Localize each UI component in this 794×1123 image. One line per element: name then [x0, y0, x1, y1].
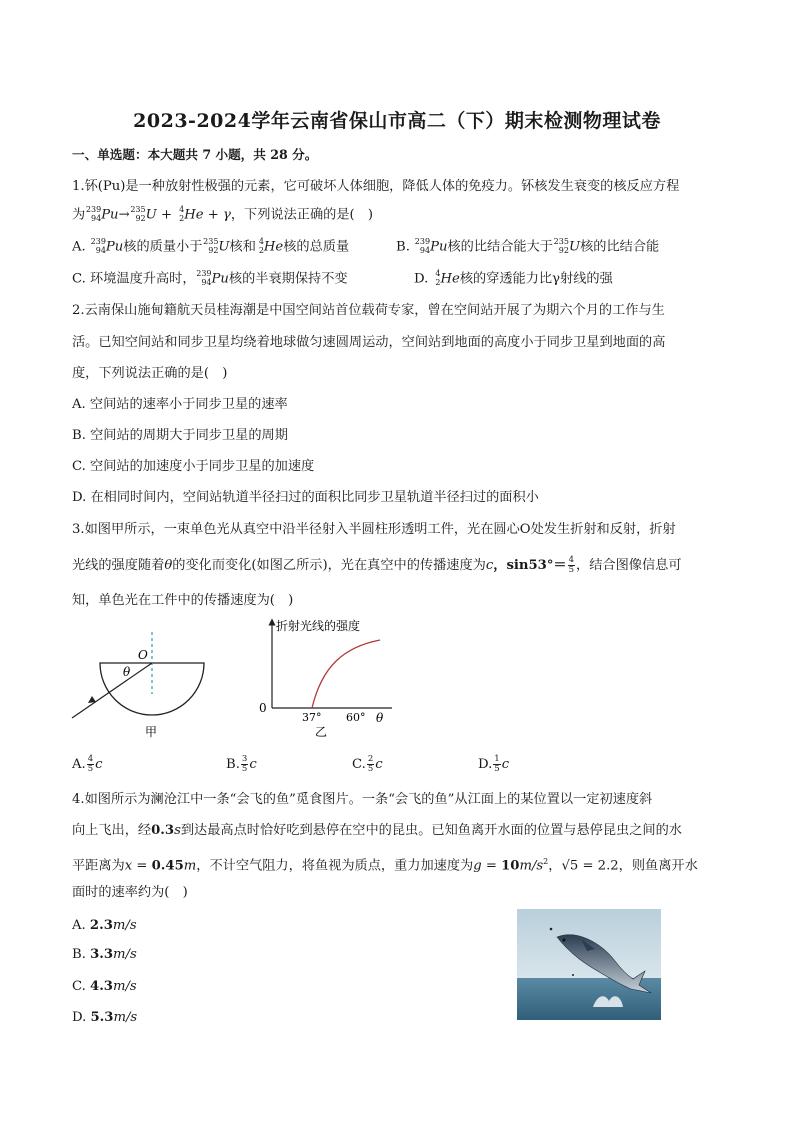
q4-option-d[interactable]	[72, 1009, 137, 1027]
q3-sin-frac: $\frac{4}{5}$	[568, 555, 575, 575]
q4-d-letter: D.	[72, 1010, 87, 1025]
q1-line2: 为 239 94 Pu→ 235 92 U + 4 2 He + γ，下列说法正确的是( )	[72, 205, 373, 223]
q4-a-value: 2.3	[89, 918, 113, 933]
u-isotope: 235 92	[130, 205, 146, 223]
q3-l2d: ，结合图像信息可	[576, 558, 682, 573]
q2-option-b[interactable]: B. 空间站的周期大于同步卫星的周期	[72, 428, 288, 443]
q3-a-num: 4	[87, 754, 94, 764]
q2-line3: 度，下列说法正确的是( )	[72, 366, 228, 381]
q4-line4: 面时的速率约为( )	[72, 885, 188, 900]
label-o: O	[138, 648, 148, 662]
q4-l3a: 平距离为	[72, 858, 125, 874]
q1-suffix: ，下列说法正确的是( )	[230, 207, 373, 223]
q1-b-text2: 核的比结合能	[580, 239, 660, 255]
q3-b-frac	[241, 755, 248, 774]
q3-d-num: 1	[494, 754, 500, 764]
q3-line1: 3.如图甲所示，一束单色光从真空中沿半径射入半圆柱形透明工件，光在圆心O处发生折射和反射，折射	[72, 522, 676, 537]
q3-c-den: 5	[367, 764, 374, 774]
q3-a-den: 5	[87, 764, 94, 774]
q3-line2: 光线的强度随着θ的变化而变化(如图乙所示)，光在真空中的传播速度为c，sin53°＝ $\frac{4}{5}$ ，结合图像信息可	[72, 555, 682, 575]
intensity-curve	[312, 640, 380, 708]
q4-c-letter: C.	[72, 979, 86, 994]
q4-line3: 平距离为x = 0.45m，不计空气阻力，将鱼视为质点，重力加速度为$g = 10m/s^2$，√5 = 2.2，则鱼离开水	[72, 857, 698, 874]
q3-option-a[interactable]: A. $\frac{4}{5}$ c	[72, 754, 103, 774]
fish-eye	[563, 939, 566, 942]
insect	[550, 928, 553, 931]
q3-b-num: 3	[241, 754, 248, 764]
q3-c-letter: C.	[352, 757, 366, 772]
q3-c-frac	[367, 755, 374, 774]
q4-d-value: 5.3	[90, 1010, 114, 1025]
q3-d-frac	[493, 755, 500, 774]
q1-option-d[interactable]: D. 4 2 He核的穿透能力比γ射线的强	[414, 269, 613, 287]
q3-l2a: 光线的强度随着	[72, 558, 165, 573]
q4-b-unit: m/s	[113, 947, 137, 962]
q2-line2: 活。已知空间站和同步卫星均绕着地球做匀速圆周运动，空间站到地面的高度小于同步卫星到地面的高	[72, 335, 666, 350]
q3-line3: 知，单色光在工件中的传播速度为( )	[72, 593, 294, 608]
q2-option-a[interactable]: A. 空间站的速率小于同步卫星的速率	[72, 397, 288, 412]
caption-yi: 乙	[315, 725, 328, 739]
tick-37: 37°	[302, 711, 322, 724]
insect-2	[572, 974, 574, 976]
q1-prefix: 为	[72, 207, 86, 223]
q3-c-num: 2	[367, 754, 374, 764]
q4-a-letter: A.	[72, 918, 86, 933]
q3-l2b: 的变化而变化(如图乙所示)，光在真空中的传播速度为	[172, 558, 486, 573]
ray-arrowhead	[88, 696, 96, 703]
y-axis-label: 折射光线的强度	[276, 619, 361, 633]
q3-figure-yi	[252, 614, 402, 742]
q3-option-d[interactable]: D. $\frac{1}{5}$ c	[478, 754, 510, 774]
q4-c-unit: m/s	[112, 979, 137, 994]
q4-l2a: 向上飞出，经	[72, 823, 152, 838]
q4-option-a[interactable]	[72, 917, 137, 935]
q1-a-text1: 核的质量小于	[123, 239, 203, 255]
q1-a-text3: 核的总质量	[283, 239, 350, 255]
q4-line2: 向上飞出，经0.3s到达最高点时恰好吃到悬停在空中的昆虫。已知鱼离开水面的位置与悬停昆虫之间的水	[72, 823, 682, 838]
q1-d-text: 核的穿透能力比γ射线的强	[459, 271, 613, 287]
q4-l3c: ，	[548, 858, 562, 874]
flying-fish-photo	[517, 909, 661, 1020]
q2-option-d[interactable]: D. 在相同时间内，空间站轨道半径扫过的面积比同步卫星轨道半径扫过的面积小	[72, 490, 539, 505]
q3-option-b[interactable]: B. $\frac{3}{5}$ c	[226, 754, 257, 774]
q3-a-letter: A.	[72, 757, 86, 772]
q4-line1: 4.如图所示为澜沧江中一条“会飞的鱼”觅食图片。一条“会飞的鱼”从江面上的某位置以一定初速度斜	[72, 792, 653, 807]
section-header: 一、单选题：本大题共 7 小题，共 28 分。	[72, 147, 318, 162]
q3-b-letter: B.	[226, 757, 240, 772]
page-title: 2023-2024学年云南省保山市高二（下）期末检测物理试卷	[133, 110, 661, 132]
q4-c-value: 4.3	[90, 979, 113, 994]
incident-ray	[72, 663, 152, 718]
q2-option-c[interactable]: C. 空间站的加速度小于同步卫星的加速度	[72, 459, 315, 474]
pu-isotope: 239 94	[85, 205, 102, 223]
q3-d-letter: D.	[478, 757, 493, 772]
q4-option-c[interactable]	[72, 978, 137, 996]
q4-d-unit: m/s	[113, 1010, 138, 1025]
q4-a-unit: m/s	[112, 918, 137, 933]
q3-l2c: ，sin53°＝	[493, 558, 567, 573]
q4-l3d: ，则鱼离开水	[618, 858, 698, 874]
q1-a-text2: 核和	[229, 239, 256, 255]
q4-option-b[interactable]	[72, 946, 137, 964]
q1-option-b[interactable]: B. 239 94 Pu核的比结合能大于 235 92 U核的比结合能	[396, 237, 660, 255]
q4-b-value: 3.3	[90, 947, 114, 962]
q1-c-text1: 环境温度升高时，	[90, 271, 196, 287]
tick-60: 60°	[346, 711, 366, 724]
q3-d-den: 5	[494, 764, 500, 774]
q3-option-c[interactable]: C. $\frac{2}{5}$ c	[352, 754, 383, 774]
q1-b-text1: 核的比结合能大于	[447, 239, 553, 255]
q2-line1: 2.云南保山施甸籍航天员桂海潮是中国空间站首位载荷专家，曾在空间站开展了为期六个月的工作与生	[72, 303, 665, 318]
label-theta: θ	[123, 665, 131, 679]
q3-b-den: 5	[241, 764, 248, 774]
q4-l3b: ，不计空气阻力，将鱼视为质点，重力加速度为	[196, 858, 474, 874]
q3-figure-jia	[62, 628, 222, 744]
q1-option-a[interactable]: A. 239 94 Pu核的质量小于 235 92 U核和 4 2 He核的总质量	[72, 237, 350, 255]
q4-b-letter: B.	[72, 947, 86, 962]
q1-c-text2: 核的半衰期保持不变	[228, 271, 348, 287]
q1-option-c[interactable]: C. 环境温度升高时， 239 94 Pu核的半衰期保持不变	[72, 269, 348, 287]
q4-l2b: 到达最高点时恰好吃到悬停在空中的昆虫。已知鱼离开水面的位置与悬停昆虫之间的水	[180, 823, 682, 838]
origin-label: 0	[259, 701, 267, 715]
x-axis-label: θ	[376, 711, 384, 725]
he-isotope: 4 2	[179, 205, 185, 223]
q3-a-frac	[87, 755, 94, 774]
q1-line1	[72, 178, 722, 196]
caption-jia: 甲	[145, 725, 158, 739]
q1-text-line1: 1.钚(Pu)是一种放射性极强的元素，它可破坏人体细胞，降低人体的免疫力。钚核发生衰变的核反应方程	[72, 179, 680, 194]
